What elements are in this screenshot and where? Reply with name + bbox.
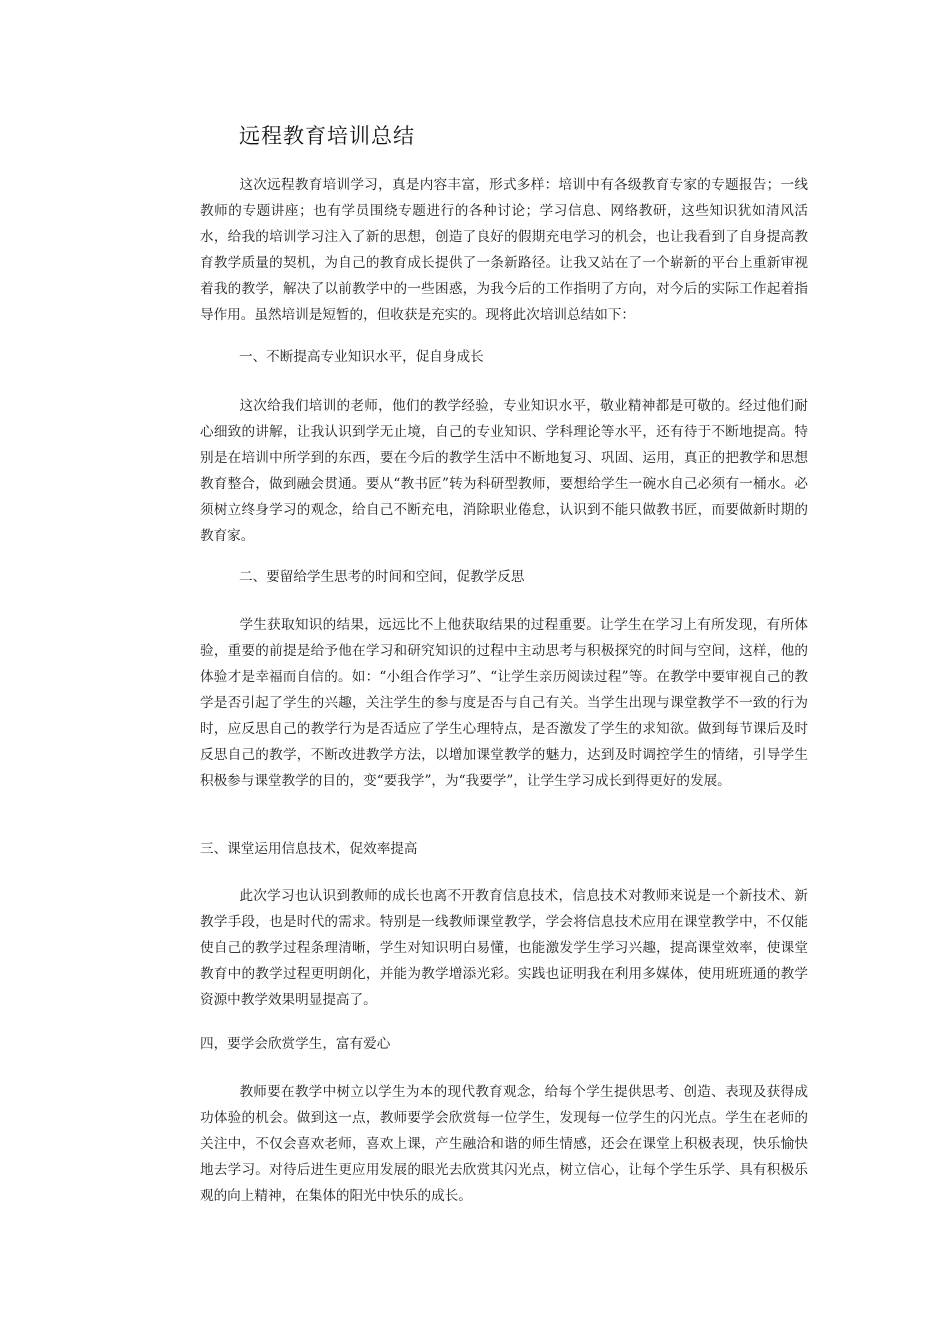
- section-2-body: 学生获取知识的结果，远远比不上他获取结果的过程重要。让学生在学习上有所发现，有所体验，重要的前提是给予他在学习和研究知识的过程中主动思考与积极探究的时间与空间，这样，他的体验才是幸福而自信的。如：“小组合作学习”、“让学生亲历阅读过程”等。在教学中要审视自己的教学是否引起了学生的兴趣，关注学生的参与度是否与自己有关。当学生出现与课堂教学不一致的行为时，应反思自己的教学行为是否适应了学生心理特点，是否激发了学生的求知欲。做到每节课后及时反思自己的教学，不断改进教学方法，以增加课堂教学的魅力，达到及时调控学生的情绪，引导学生积极参与课堂教学的目的，变“要我学”，为“我要学”，让学生学习成长到得更好的发展。: [200, 617, 808, 789]
- section-4-body: 教师要在教学中树立以学生为本的现代教育观念，给每个学生提供思考、创造、表现及获得成功体验的机会。做到这一点，教师要学会欣赏每一位学生，发现每一位学生的闪光点。学生在老师的关注中，不仅会喜欢老师，喜欢上课，产生融洽和谐的师生情感，还会在课堂上积极表现，快乐愉快地去学习。对待后进生更应用发展的眼光去欣赏其闪光点，树立信心，让每个学生乐学、具有积极乐观的向上精神，在集体的阳光中快乐的成长。: [200, 1084, 808, 1204]
- section-2-heading: 二、要留给学生思考的时间和空间，促教学反思: [239, 569, 525, 585]
- section-3-body: 此次学习也认识到教师的成长也离不开教育信息技术，信息技术对教师来说是一个新技术、新教学手段，也是时代的需求。特别是一线教师课堂教学，学会将信息技术应用在课堂教学中，不仅能使自己的教学过程条理清晰，学生对知识明白易懂，也能激发学生学习兴趣，提高课堂效率，使课堂教育中的教学过程更明朗化，并能为教学增添光彩。实践也证明我在利用多媒体，使用班班通的教学资源中教学效果明显提高了。: [200, 888, 808, 1008]
- section-3-heading: 三、课堂运用信息技术，促效率提高: [200, 841, 418, 857]
- section-4-heading: 四，要学会欣赏学生，富有爱心: [200, 1036, 391, 1052]
- document-title: 远程教育培训总结: [239, 124, 415, 148]
- section-1-heading: 一、不断提高专业知识水平，促自身成长: [239, 349, 484, 365]
- intro-paragraph: 这次远程教育培训学习，真是内容丰富，形式多样：培训中有各级教育专家的专题报告；一线教师的专题讲座；也有学员围绕专题进行的各种讨论；学习信息、网络教研，这些知识犹如清风活水，给我的培训学习注入了新的思想，创造了良好的假期充电学习的机会，也让我看到了自身提高教育教学质量的契机，为自己的教育成长提供了一条新路径。让我又站在了一个崭新的平台上重新审视着我的教学，解决了以前教学中的一些困惑，为我今后的工作指明了方向，对今后的实际工作起着指导作用。虽然培训是短暂的，但收获是充实的。现将此次培训总结如下：: [200, 177, 808, 323]
- section-1-body: 这次给我们培训的老师，他们的教学经验，专业知识水平，敬业精神都是可敬的。经过他们耐心细致的讲解，让我认识到学无止境，自己的专业知识、学科理论等水平，还有待于不断地提高。特别是在培训中所学到的东西，要在今后的教学生活中不断地复习、巩固、运用，真正的把教学和思想教育整合，做到融会贯通。要从“教书匠”转为科研型教师，要想给学生一碗水自己必须有一桶水。必须树立终身学习的观念，给自己不断充电，消除职业倦怠，认识到不能只做教书匠，而要做新时期的教育家。: [200, 398, 808, 544]
